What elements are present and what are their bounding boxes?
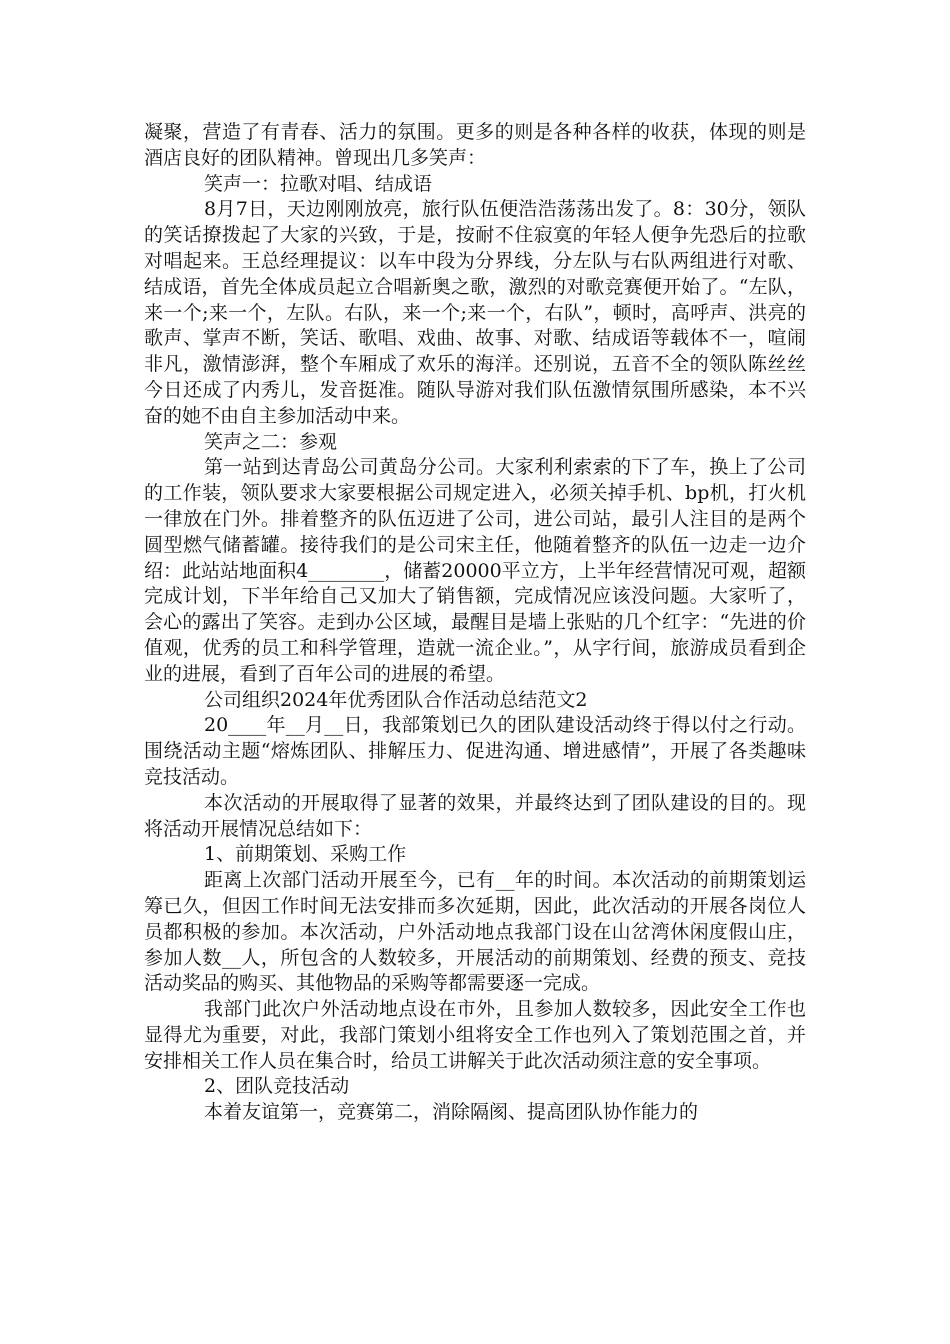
section-heading-team-competition: 2、团队竞技活动 [204,1075,350,1098]
section-heading-sample-two: 公司组织2024年优秀团队合作活动总结范文2 [204,688,588,711]
paragraph-team-competition: 本着友谊第一，竞赛第二，消除隔阂、提高团队协作能力的 [204,1101,699,1124]
paragraph-safety: 我部门此次户外活动地点设在市外，且参加人数较多，因此安全工作也显得尤为重要，对此，我部门策划小组将安全工作也列入了策划范围之首，并安排相关工作人员在集合时，给员工讲解关于此次活动须注意的安全事项。 [144,998,806,1072]
paragraph-company-visit: 第一站到达青岛公司黄岛分公司。大家利利索索的下了车，换上了公司的工作装，领队要求大家要根据公司规定进入，必须关掉手机、bp机，打火机一律放在门外。排着整齐的队伍迈进了公司，进公司站，最引人注目的是两个圆型燃气储蓄罐。接待我们的是公司宋主任，他随着整齐的队伍一边走一边介绍：此站站地面积4________，储蓄20000平立方，上半年经营情况可观，超额完成计划，下半年给自己又加大了销售额，完成情况应该没问题。大家听了，会心的露出了笑容。走到办公区域，最醒目是墙上张贴的几个红字：“先进的价值观，优秀的员工和科学管理，造就一流企业。”，从字行间，旅游成员看到企业的进展，看到了百年公司的进展的希望。 [144,456,806,685]
paragraph-planning-details: 距离上次部门活动开展至今，已有__年的时间。本次活动的前期策划运筹已久，但因工作时间无法安排而多次延期，因此，此次活动的开展各岗位人员都积极的参加。本次活动，户外活动地点我部门设在山岔湾休闲度假山庄，参加人数__人，所包含的人数较多，开展活动的前期策划、经费的预支、竞技活动奖品的购买、其他物品的采购等都需要逐一完成。 [144,869,806,995]
section-heading-planning: 1、前期策划、采购工作 [204,843,407,866]
document-body [144,120,806,1126]
section-heading-laughter-one: 笑声一：拉歌对唱、结成语 [204,172,433,195]
paragraph-activity-start: 20____年__月__日，我部策划已久的团队建设活动终于得以付之行动。围绕活动主题“熔炼团队、排解压力、促进沟通、增进感情”，开展了各类趣味竞技活动。 [144,714,806,788]
paragraph-intro: 凝聚，营造了有青春、活力的氛围。更多的则是各种各样的收获，体现的则是酒店良好的团队精神。曾现出几多笑声： [144,121,806,169]
paragraph-singing-contest: 8月7日，天边刚刚放亮，旅行队伍便浩浩荡荡出发了。8：30分，领队的笑话撩拨起了大家的兴致，于是，按耐不住寂寞的年轻人便争先恐后的拉歌对唱起来。王总经理提议：以车中段为分界线，分左队与右队两组进行对歌、结成语，首先全体成员起立合唱新奥之歌，激烈的对歌竞赛便开始了。“左队，来一个;来一个，左队。右队，来一个;来一个，右队”，顿时，高呼声、洪亮的歌声、掌声不断，笑话、歌唱、戏曲、故事、对歌、结成语等载体不一，喧闹非凡，激情澎湃，整个车厢成了欢乐的海洋。还别说，五音不全的领队陈丝丝今日还成了内秀儿，发音挺准。随队导游对我们队伍激情氛围所感染，本不兴奋的她不由自主参加活动中来。 [144,198,806,427]
section-heading-laughter-two: 笑声之二：参观 [204,430,338,453]
paragraph-activity-summary: 本次活动的开展取得了显著的效果，并最终达到了团队建设的目的。现将活动开展情况总结如下： [144,791,806,840]
